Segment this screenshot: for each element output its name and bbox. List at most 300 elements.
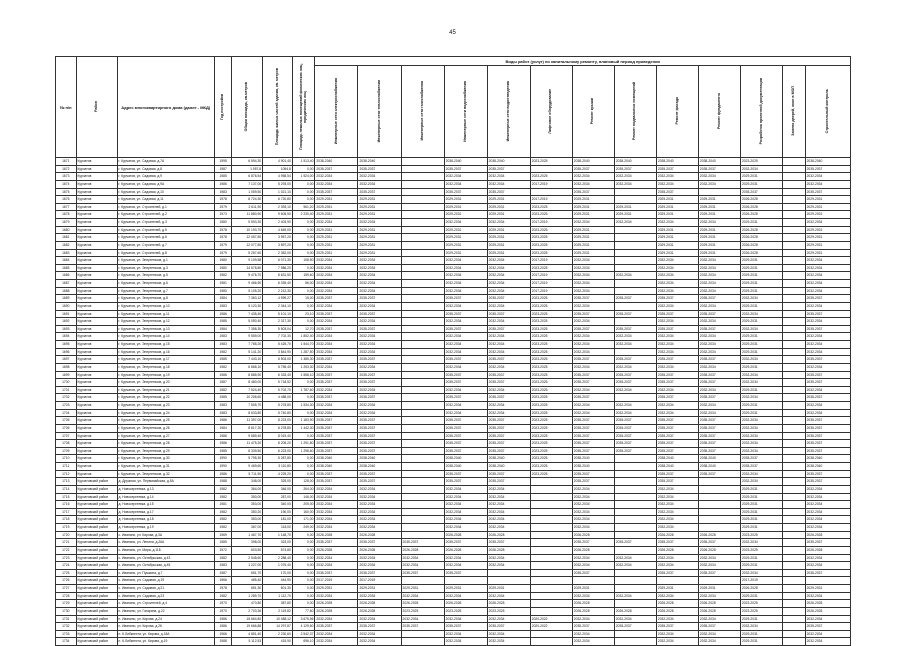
row-work-period: [614, 226, 656, 234]
row-district: Курчатов: [76, 280, 117, 288]
row-nonliving-area: 0,00: [292, 318, 315, 326]
row-work-period: 2032-2034: [656, 524, 698, 532]
row-work-period: 2032-2034: [740, 447, 782, 455]
row-work-period: 2035-2037: [487, 356, 530, 364]
row-work-period: 2032-2034: [315, 348, 358, 356]
table-row: [56, 615, 851, 623]
row-work-period: [614, 280, 656, 288]
row-work-period: [401, 264, 444, 272]
row-work-period: 2035-2037: [805, 623, 850, 631]
row-nonliving-area: 1 558,10: [292, 371, 315, 379]
row-work-period: 2032-2034: [656, 638, 698, 646]
row-address: г. Курчатов, ул. Энергетиков, д.25: [117, 417, 214, 425]
row-work-period: [783, 585, 806, 593]
row-work-period: 2029-2031: [315, 211, 358, 219]
row-work-period: 2029-2031: [487, 585, 530, 593]
table-row: [56, 470, 851, 478]
row-work-period: [530, 585, 572, 593]
row-total-area: 7 358,30: [232, 325, 263, 333]
row-district: Курчатов: [76, 394, 117, 402]
row-work-period: [401, 379, 444, 387]
row-work-period: 2032-2034: [444, 264, 487, 272]
row-work-period: [401, 318, 444, 326]
row-number: 1684: [56, 257, 77, 265]
table-row: [56, 226, 851, 234]
row-work-period: 2029-2031: [740, 257, 782, 265]
row-work-period: [401, 333, 444, 341]
row-year: 1986: [214, 310, 231, 318]
row-work-period: 2032-2034: [698, 409, 740, 417]
header-total-area-label: Общая площадь, кв.метров: [244, 81, 249, 132]
row-nonliving-area: 56,00: [292, 280, 315, 288]
row-year: 1982: [214, 592, 231, 600]
row-number: 1730: [56, 607, 77, 615]
row-living-area: 6 720,80: [263, 196, 293, 204]
row-work-period: 2023-2025: [530, 234, 572, 242]
row-work-period: 2032-2034: [358, 257, 401, 265]
header-no: № п/п: [56, 57, 77, 158]
table-row: [56, 386, 851, 394]
row-work-period: 2032-2034: [698, 272, 740, 280]
header-work: [401, 66, 444, 158]
row-living-area: 387,80: [263, 600, 293, 608]
row-work-period: 2032-2034: [572, 402, 614, 410]
header-work-label: Разработка проектной документации: [758, 77, 763, 145]
row-work-period: 2032-2034: [444, 341, 487, 349]
row-work-period: 2035-2037: [487, 295, 530, 303]
row-work-period: 2032-2034: [572, 180, 614, 188]
row-work-period: [783, 577, 806, 585]
row-work-period: 2023-2025: [530, 470, 572, 478]
table-row: [56, 569, 851, 577]
row-nonliving-area: 1 524,00: [292, 173, 315, 181]
row-work-period: [783, 600, 806, 608]
table-row: [56, 417, 851, 425]
row-living-area: 4 488,00: [263, 394, 293, 402]
row-work-period: 2032-2034: [358, 348, 401, 356]
row-work-period: 2035-2037: [315, 295, 358, 303]
row-nonliving-area: 0,00: [292, 546, 315, 554]
row-work-period: 2029-2031: [358, 234, 401, 242]
table-row: [56, 592, 851, 600]
row-work-period: 2026-2028: [656, 600, 698, 608]
row-work-period: 2032-2034: [315, 562, 358, 570]
row-work-period: [805, 577, 850, 585]
row-work-period: [530, 531, 572, 539]
row-district: Курчатов: [76, 424, 117, 432]
row-number: 1711: [56, 463, 77, 471]
row-work-period: 2032-2034: [572, 348, 614, 356]
row-work-period: 2029-2031: [740, 402, 782, 410]
row-work-period: 2038-2040: [656, 158, 698, 166]
row-work-period: 2029-2031: [656, 234, 698, 242]
row-number: 1694: [56, 333, 77, 341]
row-address: г. Курчатов, ул. Садовая, д.8: [117, 165, 214, 173]
row-work-period: 2035-2037: [805, 325, 850, 333]
row-address: г. Курчатов, ул. Строителей, д.7: [117, 241, 214, 249]
row-work-period: 2029-2031: [656, 226, 698, 234]
row-work-period: 2029-2031: [740, 348, 782, 356]
row-work-period: 2035-2037: [444, 569, 487, 577]
row-work-period: 2035-2037: [315, 379, 358, 387]
row-number: 1680: [56, 226, 77, 234]
row-work-period: 2035-2037: [487, 440, 530, 448]
row-work-period: 2032-2034: [572, 638, 614, 646]
row-nonliving-area: 0,00: [292, 432, 315, 440]
row-work-period: [783, 562, 806, 570]
row-work-period: 2032-2034: [656, 219, 698, 227]
row-address: п. Иванино, ул. Гагарина, д.22: [117, 607, 214, 615]
row-work-period: 2032-2034: [487, 592, 530, 600]
row-living-area: 8 223,00: [263, 417, 293, 425]
row-work-period: 2029-2031: [444, 211, 487, 219]
row-nonliving-area: 1 852,40: [292, 333, 315, 341]
row-work-period: 2032-2034: [315, 287, 358, 295]
row-year: 1983: [214, 562, 231, 570]
row-work-period: 2029-2031: [487, 234, 530, 242]
row-work-period: 2035-2037: [572, 295, 614, 303]
row-work-period: 2032-2034: [358, 173, 401, 181]
row-nonliving-area: 696,10: [292, 638, 315, 646]
row-district: Курчатов: [76, 211, 117, 219]
row-number: 1724: [56, 562, 77, 570]
row-district: Курчатов: [76, 341, 117, 349]
row-work-period: 2035-2037: [487, 417, 530, 425]
table-row: [56, 333, 851, 341]
row-work-period: 2032-2034: [315, 524, 358, 532]
row-work-period: 2035-2037: [656, 310, 698, 318]
row-work-period: [783, 623, 806, 631]
row-work-period: 2029-2031: [740, 272, 782, 280]
row-work-period: 2035-2037: [805, 569, 850, 577]
header-work-label: Инженерные сети электроснабжения: [333, 77, 338, 145]
row-work-period: 2035-2037: [656, 440, 698, 448]
table-row: [56, 341, 851, 349]
row-work-period: 2023-2025: [530, 348, 572, 356]
row-work-period: 2023-2025: [530, 394, 572, 402]
header-work: [530, 66, 572, 158]
table-row: [56, 585, 851, 593]
row-number: 1691: [56, 310, 77, 318]
row-total-area: 470,80: [232, 600, 263, 608]
row-work-period: [783, 394, 806, 402]
row-work-period: 2032-2034: [487, 272, 530, 280]
row-work-period: 2032-2034: [487, 402, 530, 410]
row-number: 1697: [56, 356, 77, 364]
table-row: [56, 188, 851, 196]
row-nonliving-area: 12,70: [292, 325, 315, 333]
row-work-period: 2032-2034: [656, 508, 698, 516]
row-year: 1981: [214, 280, 231, 288]
row-work-period: 2038-2040: [572, 463, 614, 471]
row-work-period: 2032-2034: [358, 333, 401, 341]
row-work-period: 2035-2037: [444, 356, 487, 364]
row-living-area: 6 333,40: [263, 371, 293, 379]
row-work-period: 2038-2040: [805, 463, 850, 471]
row-living-area: 3 957,20: [263, 234, 293, 242]
row-work-period: 2032-2034: [572, 219, 614, 227]
row-work-period: 2032-2034: [444, 638, 487, 646]
row-work-period: 2029-2031: [740, 562, 782, 570]
row-work-period: 2035-2037: [805, 539, 850, 547]
row-work-period: 2029-2031: [805, 249, 850, 257]
row-nonliving-area: 0,00: [292, 569, 315, 577]
row-work-period: 2023-2025: [530, 203, 572, 211]
row-nonliving-area: 4 129,60: [292, 623, 315, 631]
row-work-period: 2035-2037: [614, 447, 656, 455]
row-district: Курчатов: [76, 455, 117, 463]
row-year: 1979: [214, 241, 231, 249]
header-work-label: Инженерные сети газоснабжения: [419, 81, 424, 141]
row-year: 1986: [214, 470, 231, 478]
row-work-period: 2038-2040: [805, 455, 850, 463]
row-work-period: 2032-2034: [444, 302, 487, 310]
row-district: Курчатов: [76, 188, 117, 196]
row-work-period: [614, 493, 656, 501]
row-work-period: 2029-2031: [805, 211, 850, 219]
row-work-period: 2035-2037: [572, 417, 614, 425]
row-work-period: [401, 501, 444, 509]
row-work-period: 2032-2034: [740, 424, 782, 432]
row-work-period: 2035-2037: [805, 432, 850, 440]
row-work-period: 2032-2034: [740, 325, 782, 333]
row-work-period: 2032-2034: [444, 402, 487, 410]
row-work-period: 2032-2034: [487, 173, 530, 181]
table-row: [56, 356, 851, 364]
header-work-label: Инженерные сети водоснабжения: [462, 80, 467, 142]
row-work-period: 2032-2034: [656, 318, 698, 326]
row-work-period: 2032-2034: [740, 371, 782, 379]
row-work-period: 2035-2037: [315, 447, 358, 455]
row-year: 1986: [214, 417, 231, 425]
row-work-period: [401, 463, 444, 471]
row-work-period: 2035-2037: [358, 623, 401, 631]
row-work-period: 2035-2037: [572, 325, 614, 333]
row-district: Курчатовский район: [76, 554, 117, 562]
row-work-period: 2026-2028: [698, 607, 740, 615]
table-row: [56, 310, 851, 318]
table-row: [56, 607, 851, 615]
row-work-period: 2035-2037: [315, 539, 358, 547]
row-district: Курчатов: [76, 440, 117, 448]
table-row: [56, 363, 851, 371]
row-year: 1982: [214, 508, 231, 516]
row-work-period: [401, 196, 444, 204]
row-work-period: 2029-2031: [572, 234, 614, 242]
row-work-period: 2029-2031: [740, 615, 782, 623]
row-living-area: 346,00: [263, 485, 293, 493]
row-district: Курчатов: [76, 310, 117, 318]
row-work-period: [783, 211, 806, 219]
row-work-period: 2017-2019: [315, 577, 358, 585]
row-work-period: 2035-2037: [656, 325, 698, 333]
row-work-period: [401, 188, 444, 196]
table-row: [56, 295, 851, 303]
row-work-period: 2032-2034: [805, 348, 850, 356]
row-work-period: 2029-2031: [444, 203, 487, 211]
row-work-period: [401, 630, 444, 638]
row-total-area: 5 112,53: [232, 638, 263, 646]
row-work-period: 2032-2034: [656, 493, 698, 501]
row-year: 1983: [214, 409, 231, 417]
row-living-area: 3 897,20: [263, 241, 293, 249]
row-work-period: 2032-2034: [358, 630, 401, 638]
row-address: г. Курчатов, ул. Энергетиков, д.30: [117, 455, 214, 463]
row-address: д. Новосергеевка, д.19: [117, 524, 214, 532]
row-nonliving-area: 0,00: [292, 234, 315, 242]
row-work-period: [530, 501, 572, 509]
row-work-period: 2026-2028: [358, 546, 401, 554]
row-work-period: [401, 394, 444, 402]
row-work-period: 2026-2028: [805, 607, 850, 615]
row-work-period: [401, 211, 444, 219]
row-nonliving-area: 0,00: [292, 455, 315, 463]
row-work-period: 2032-2034: [358, 592, 401, 600]
row-work-period: 2035-2037: [805, 394, 850, 402]
table-row: [56, 463, 851, 471]
row-district: Курчатовский район: [76, 501, 117, 509]
row-work-period: 2032-2034: [656, 402, 698, 410]
row-district: Курчатов: [76, 272, 117, 280]
row-year: 1978: [214, 234, 231, 242]
row-work-period: 2029-2031: [572, 196, 614, 204]
row-work-period: 2035-2037: [487, 432, 530, 440]
row-living-area: 444,90: [263, 577, 293, 585]
row-work-period: 2023-2025: [530, 417, 572, 425]
row-address: г. Курчатов, ул. Энергетиков, д.26: [117, 424, 214, 432]
row-district: Курчатовский район: [76, 592, 117, 600]
row-work-period: 2032-2034: [805, 516, 850, 524]
row-work-period: [783, 203, 806, 211]
row-work-period: 2029-2031: [614, 203, 656, 211]
row-number: 1673: [56, 173, 77, 181]
row-work-period: 2029-2031: [740, 493, 782, 501]
row-work-period: 2029-2031: [487, 203, 530, 211]
row-work-period: [401, 524, 444, 532]
table-row: [56, 272, 851, 280]
row-district: Курчатов: [76, 302, 117, 310]
row-work-period: 2032-2034: [358, 302, 401, 310]
row-work-period: 2032-2034: [572, 592, 614, 600]
row-work-period: [783, 417, 806, 425]
table-row: [56, 318, 851, 326]
row-work-period: 2032-2034: [444, 630, 487, 638]
row-number: 1676: [56, 196, 77, 204]
row-work-period: [401, 257, 444, 265]
row-work-period: 2032-2034: [656, 386, 698, 394]
row-work-period: 2032-2034: [444, 516, 487, 524]
row-living-area: 2 317,30: [263, 318, 293, 326]
row-work-period: 2029-2031: [740, 524, 782, 532]
row-work-period: 2038-2040: [487, 463, 530, 471]
row-work-period: [401, 447, 444, 455]
row-work-period: 2035-2037: [805, 424, 850, 432]
row-work-period: 2035-2037: [698, 379, 740, 387]
row-work-period: 2035-2037: [358, 447, 401, 455]
row-living-area: 7 702,30: [263, 333, 293, 341]
row-address: с. Иванино, ул. Октябрьская, д.43: [117, 554, 214, 562]
row-work-period: 2023-2025: [740, 600, 782, 608]
row-total-area: 19 666,88: [232, 623, 263, 631]
row-work-period: 2032-2034: [614, 386, 656, 394]
row-work-period: 2026-2028: [315, 600, 358, 608]
row-nonliving-area: 1 385,30: [292, 356, 315, 364]
row-year: 1980: [214, 257, 231, 265]
row-work-period: 2035-2037: [805, 440, 850, 448]
row-work-period: 2032-2034: [805, 363, 850, 371]
row-work-period: [783, 310, 806, 318]
row-district: Курчатовский район: [76, 585, 117, 593]
row-work-period: [614, 501, 656, 509]
row-work-period: 2032-2034: [444, 485, 487, 493]
row-nonliving-area: 1 787,60: [292, 386, 315, 394]
row-work-period: [614, 524, 656, 532]
row-district: Курчатовский район: [76, 577, 117, 585]
table-row: [56, 546, 851, 554]
table-row: [56, 249, 851, 257]
row-work-period: [530, 569, 572, 577]
row-work-period: 2032-2034: [401, 562, 444, 570]
row-district: Курчатовский район: [76, 600, 117, 608]
row-work-period: [783, 173, 806, 181]
row-work-period: [530, 607, 572, 615]
row-work-period: [783, 302, 806, 310]
table-row: [56, 638, 851, 646]
row-work-period: 2032-2034: [805, 524, 850, 532]
row-address: г. Курчатов, ул. Энергетиков, д.24: [117, 409, 214, 417]
row-work-period: [783, 363, 806, 371]
row-year: 1983: [214, 302, 231, 310]
row-work-period: 2023-2025: [530, 158, 572, 166]
row-living-area: 415,90: [263, 638, 293, 646]
row-year: 1985: [214, 318, 231, 326]
row-work-period: 2029-2031: [698, 241, 740, 249]
row-work-period: 2032-2034: [572, 508, 614, 516]
row-work-period: 2032-2034: [358, 638, 401, 646]
row-district: Курчатов: [76, 234, 117, 242]
row-work-period: 2032-2034: [487, 409, 530, 417]
row-work-period: 2029-2031: [805, 203, 850, 211]
row-work-period: [401, 577, 444, 585]
row-work-period: [401, 241, 444, 249]
row-district: Курчатов: [76, 318, 117, 326]
row-number: 1682: [56, 241, 77, 249]
row-district: Курчатовский район: [76, 569, 117, 577]
row-district: Курчатовский район: [76, 607, 117, 615]
row-work-period: 2029-2031: [315, 234, 358, 242]
row-living-area: 5 278,80: [263, 402, 293, 410]
row-work-period: 2032-2034: [656, 302, 698, 310]
row-total-area: 5 120,30: [232, 302, 263, 310]
row-number: 1701: [56, 386, 77, 394]
row-work-period: 2026-2028: [740, 585, 782, 593]
row-work-period: 2032-2034: [487, 638, 530, 646]
row-year: 1983: [214, 341, 231, 349]
row-work-period: 2035-2037: [358, 356, 401, 364]
row-address: с. Иванино, ул. Кирова, д.3А: [117, 531, 214, 539]
row-district: Курчатов: [76, 402, 117, 410]
row-address: г. Курчатов, ул. Энергетиков, д.28: [117, 440, 214, 448]
row-work-period: [783, 607, 806, 615]
row-number: 1718: [56, 516, 77, 524]
row-work-period: 2038-2040: [698, 463, 740, 471]
row-work-period: 2035-2037: [358, 394, 401, 402]
row-work-period: 2026-2028: [698, 600, 740, 608]
row-number: 1721: [56, 539, 77, 547]
table-row: [56, 623, 851, 631]
row-work-period: 2035-2037: [358, 478, 401, 486]
row-work-period: 2026-2028: [740, 234, 782, 242]
